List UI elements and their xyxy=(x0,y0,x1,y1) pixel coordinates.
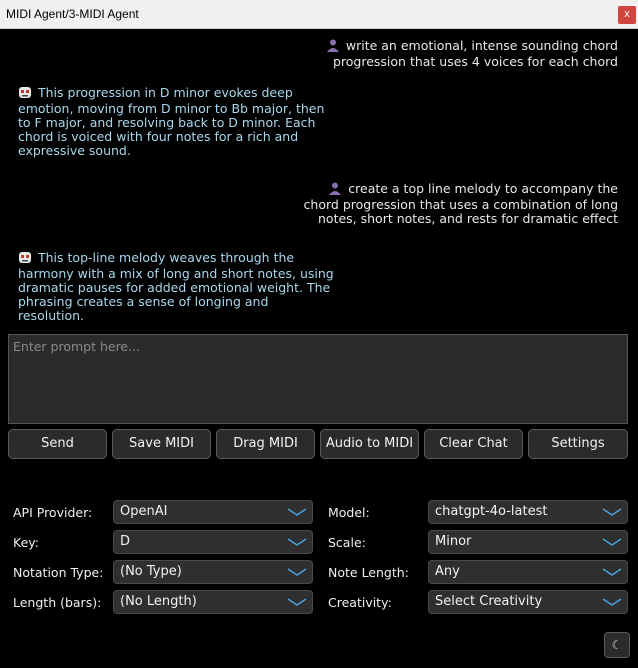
message-line: to F major, and resolving back to D minor. Each xyxy=(18,115,316,130)
model-dropdown[interactable] xyxy=(428,500,628,524)
message-line: This progression in D minor evokes deep xyxy=(38,85,293,100)
model-label: Model: xyxy=(328,505,370,520)
scale-value: Minor xyxy=(435,534,472,549)
assistant-message xyxy=(18,250,334,323)
notation-type-label: Notation Type: xyxy=(13,565,104,580)
message-line: harmony with a mix of long and short notes, using xyxy=(18,266,334,281)
note-length-dropdown[interactable] xyxy=(428,560,628,584)
message-line: progression that uses 4 voices for each chord xyxy=(332,54,618,69)
notation-type-value: (No Type) xyxy=(120,564,182,579)
key-value: D xyxy=(120,534,131,549)
chevron-down-icon xyxy=(286,535,308,549)
message-line: phrasing creates a sense of longing and xyxy=(18,294,269,309)
chevron-down-icon xyxy=(601,505,623,519)
moon-icon: ☾ xyxy=(611,638,623,652)
scale-label: Scale: xyxy=(328,535,366,550)
save-midi-button[interactable]: Save MIDI xyxy=(112,429,211,459)
message-line: chord progression that uses a combination of long xyxy=(303,197,618,212)
robot-icon xyxy=(18,85,32,102)
length-bars-label: Length (bars): xyxy=(13,595,102,610)
robot-icon xyxy=(18,250,32,267)
api-provider-dropdown[interactable] xyxy=(113,500,313,524)
chevron-down-icon xyxy=(601,595,623,609)
message-line: expressive sound. xyxy=(18,143,131,158)
user-icon xyxy=(326,38,340,55)
message-line: resolution. xyxy=(18,308,85,323)
message-line: create a top line melody to accompany the xyxy=(348,181,618,196)
prompt-box xyxy=(8,334,628,424)
message-line: notes, short notes, and rests for dramatic effect xyxy=(318,211,618,226)
api-provider-label: API Provider: xyxy=(13,505,93,520)
scale-dropdown[interactable] xyxy=(428,530,628,554)
chevron-down-icon xyxy=(286,565,308,579)
length-bars-value: (No Length) xyxy=(120,594,197,609)
send-button[interactable]: Send xyxy=(8,429,107,459)
key-dropdown[interactable] xyxy=(113,530,313,554)
key-label: Key: xyxy=(13,535,39,550)
message-line: emotion, moving from D minor to Bb major, then xyxy=(18,101,325,116)
chevron-down-icon xyxy=(601,565,623,579)
title-bar xyxy=(0,0,638,29)
close-button[interactable]: x xyxy=(618,6,636,24)
chevron-down-icon xyxy=(286,505,308,519)
note-length-value: Any xyxy=(435,564,460,579)
length-bars-dropdown[interactable] xyxy=(113,590,313,614)
creativity-label: Creativity: xyxy=(328,595,392,610)
chat-history xyxy=(0,30,638,330)
user-message xyxy=(304,181,618,226)
message-line: write an emotional, intense sounding chord xyxy=(345,38,618,53)
prompt-input[interactable] xyxy=(9,335,627,423)
chevron-down-icon xyxy=(286,595,308,609)
api-provider-value: OpenAI xyxy=(120,504,168,519)
clear-chat-button[interactable]: Clear Chat xyxy=(424,429,523,459)
action-buttons xyxy=(8,429,628,459)
message-line: dramatic pauses for added emotional weight. The xyxy=(18,280,331,295)
creativity-value: Select Creativity xyxy=(435,594,543,609)
theme-toggle-button[interactable] xyxy=(604,632,630,658)
model-value: chatgpt-4o-latest xyxy=(435,504,548,519)
drag-midi-button[interactable]: Drag MIDI xyxy=(216,429,315,459)
user-icon xyxy=(328,181,342,198)
note-length-label: Note Length: xyxy=(328,565,409,580)
creativity-dropdown[interactable] xyxy=(428,590,628,614)
notation-type-dropdown[interactable] xyxy=(113,560,313,584)
chevron-down-icon xyxy=(601,535,623,549)
message-line: This top-line melody weaves through the xyxy=(38,250,295,265)
message-line: chord is voiced with four notes for a rich and xyxy=(18,129,299,144)
window-title: MIDI Agent/3-MIDI Agent xyxy=(6,7,139,21)
assistant-message xyxy=(18,85,324,158)
audio-to-midi-button[interactable]: Audio to MIDI xyxy=(320,429,419,459)
user-message xyxy=(326,38,618,69)
settings-button[interactable]: Settings xyxy=(528,429,628,459)
